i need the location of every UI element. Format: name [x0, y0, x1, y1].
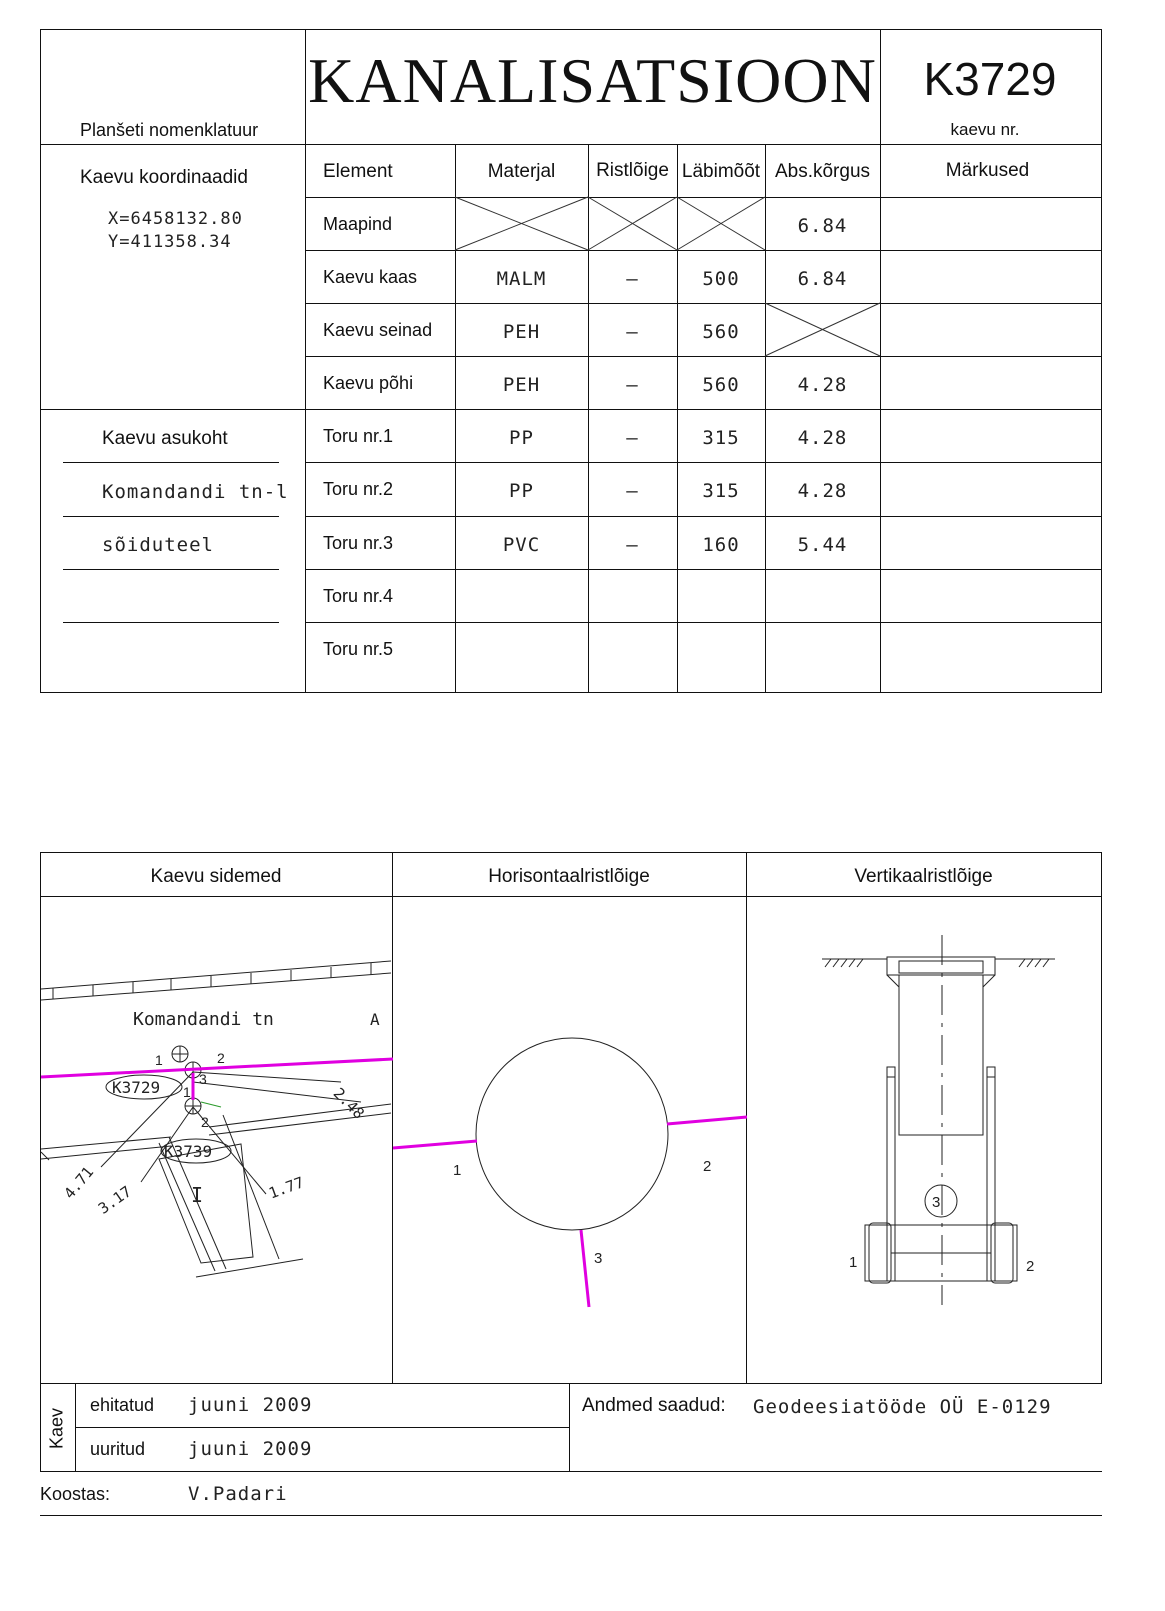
table-cell-element: Toru nr.1: [323, 426, 394, 446]
built-value: juuni 2009: [188, 1394, 313, 1416]
table-cell-diameter: 500: [702, 268, 740, 290]
table-cell-material: PP: [509, 427, 534, 449]
table-cell-cross: –: [626, 321, 639, 343]
frame-right: [1101, 29, 1102, 693]
vsec-pipe-label: 3: [932, 1194, 941, 1211]
table-cell-material: PEH: [502, 374, 541, 396]
table-cell-element: Toru nr.4: [323, 586, 394, 606]
table-cell-element: Toru nr.5: [323, 639, 394, 659]
table-cell-material: MALM: [496, 268, 547, 290]
col-header-cross-section: Ristlõige: [596, 160, 669, 181]
table-row-rule: [305, 569, 1102, 570]
vertical-section-drawing: [747, 897, 1102, 1383]
shaft-top: [899, 975, 983, 1135]
site-pipe-label: 2: [217, 1050, 225, 1066]
location-rule-2: [63, 516, 279, 517]
drawings-bottom: [40, 1383, 1102, 1384]
coordinate-y: Y=411358.34: [108, 232, 232, 252]
table-cell-element: Kaevu põhi: [323, 373, 414, 393]
site-plan-drawing: [41, 897, 393, 1383]
horizontal-section-header: Horisontaalristlõige: [488, 866, 650, 887]
table-cell-cross: –: [626, 427, 639, 449]
table-cell-cross: –: [626, 480, 639, 502]
table-row-rule: [305, 409, 1102, 410]
frame-left: [40, 29, 41, 693]
table-cell-element: Maapind: [323, 214, 393, 234]
table-cell-cross: –: [626, 534, 639, 556]
table-row-rule: [305, 356, 1102, 357]
hsec-pipe-label: 2: [703, 1158, 712, 1175]
source-value: Geodeesiatööde OÜ E-0129: [753, 1396, 1052, 1418]
coordinate-x: X=6458132.80: [108, 209, 243, 229]
table-cell-abs: 5.44: [797, 534, 848, 556]
col-header-material: Materjal: [487, 161, 556, 182]
col-header-diameter: Läbimõõt: [681, 161, 761, 182]
col-header-abs-height: Abs.kõrgus: [774, 161, 871, 182]
table-cell-diameter: 160: [702, 534, 740, 556]
measure-line: [193, 1072, 341, 1082]
site-plan-header: Kaevu sidemed: [150, 866, 282, 887]
table-cell-cross: –: [626, 268, 639, 290]
table-cell-cross: –: [626, 374, 639, 396]
manhole-cover: [887, 957, 995, 975]
vertical-section-header: Vertikaalristlõige: [854, 866, 993, 887]
distance-label: 4.71: [60, 1163, 98, 1203]
table-cell-material: PEH: [502, 321, 541, 343]
table-row-rule: [305, 622, 1102, 623]
site-pipe-label: 2: [201, 1114, 209, 1130]
author-label: Koostas:: [40, 1484, 111, 1504]
distance-label: 3.17: [94, 1182, 135, 1218]
table-cell-abs: 4.28: [797, 480, 848, 502]
source-label: Andmed saadud:: [582, 1395, 726, 1416]
building-label: I: [191, 1183, 204, 1207]
location-rule-4: [63, 622, 279, 623]
well-circle: [476, 1038, 668, 1230]
divider-v1: [305, 29, 306, 693]
hsec-pipe-label: 3: [594, 1250, 603, 1267]
table-row-rule: [305, 303, 1102, 304]
table-cell-diameter: 560: [702, 374, 740, 396]
frame-top: [40, 29, 1102, 30]
crossed-cell: [455, 197, 588, 250]
divider-h-header: [40, 144, 1102, 145]
footer-row-rule: [75, 1427, 570, 1428]
vsec-pipe-label: 1: [849, 1254, 858, 1271]
table-cell-abs: 6.84: [797, 268, 848, 290]
page-title: KANALISATSIOON: [308, 45, 877, 116]
well-id-label: kaevu nr.: [950, 120, 1020, 139]
nomenclature-label: Planšeti nomenklatuur: [80, 120, 259, 140]
table-cell-diameter: 315: [702, 480, 740, 502]
location-label: Kaevu asukoht: [102, 428, 228, 449]
pipe-line: [581, 1230, 589, 1307]
table-cell-abs: 6.84: [797, 215, 848, 237]
table-cell-material: PP: [509, 480, 534, 502]
pipe-line: [393, 1141, 477, 1148]
table-cell-element: Toru nr.2: [323, 479, 394, 499]
well-main-tag: K3729: [112, 1078, 161, 1097]
table-cell-diameter: 560: [702, 321, 740, 343]
pipe-line: [667, 1117, 747, 1124]
coordinates-label: Kaevu koordinaadid: [80, 167, 248, 188]
footer-left: [40, 1383, 41, 1472]
horizontal-section-drawing: [393, 897, 747, 1383]
footer-rule: [40, 1471, 1102, 1472]
vsec-pipe-label: 2: [1026, 1258, 1035, 1275]
table-row-rule: [305, 516, 1102, 517]
site-pipe-label: 3: [199, 1071, 207, 1087]
table-cell-abs: 4.28: [797, 427, 848, 449]
col-header-element: Element: [323, 161, 393, 182]
crossed-cell: [588, 197, 677, 250]
site-pipe-label: 1: [155, 1052, 163, 1068]
pipe3-circle: [925, 1185, 957, 1217]
site-street-letter: A: [370, 1010, 380, 1029]
location-line-1: Komandandi tn-l: [102, 481, 289, 503]
distance-label: 1.77: [266, 1173, 307, 1203]
drawings-top: [40, 852, 1102, 853]
table-cell-element: Kaevu kaas: [323, 267, 418, 287]
well-side-label: Kaev: [46, 1407, 67, 1450]
inspected-value: juuni 2009: [188, 1438, 313, 1460]
table-cell-abs: 4.28: [797, 374, 848, 396]
connection-line: [201, 1102, 221, 1107]
table-cell-diameter: 315: [702, 427, 740, 449]
site-street-label: Komandandi tn: [133, 1009, 274, 1030]
table-row-rule: [305, 250, 1102, 251]
built-label: ehitatud: [90, 1395, 155, 1415]
crossed-cell: [677, 197, 765, 250]
crossed-cell: [765, 303, 880, 356]
road-edge-line: [41, 961, 391, 989]
col-header-notes: Märkused: [945, 160, 1030, 181]
distance-label: 2.48: [329, 1084, 368, 1123]
location-rule-3: [63, 569, 279, 570]
inspected-label: uuritud: [90, 1439, 146, 1459]
well-id: K3729: [923, 53, 1057, 105]
table-row-rule: [305, 462, 1102, 463]
footer-bottom-rule: [40, 1515, 1102, 1516]
table-cell-material: PVC: [502, 534, 541, 556]
well-other-tag: K3739: [164, 1142, 213, 1161]
curb-line: [41, 1137, 171, 1149]
divider-h-left: [40, 409, 306, 410]
location-line-2: sõiduteel: [102, 534, 214, 556]
frame-bottom: [40, 692, 1102, 693]
table-cell-element: Kaevu seinad: [323, 320, 433, 340]
hsec-pipe-label: 1: [453, 1162, 462, 1179]
location-rule-1: [63, 462, 279, 463]
table-cell-element: Toru nr.3: [323, 533, 394, 553]
author-value: V.Padari: [188, 1483, 288, 1505]
site-pipe-label: 1: [183, 1084, 191, 1100]
